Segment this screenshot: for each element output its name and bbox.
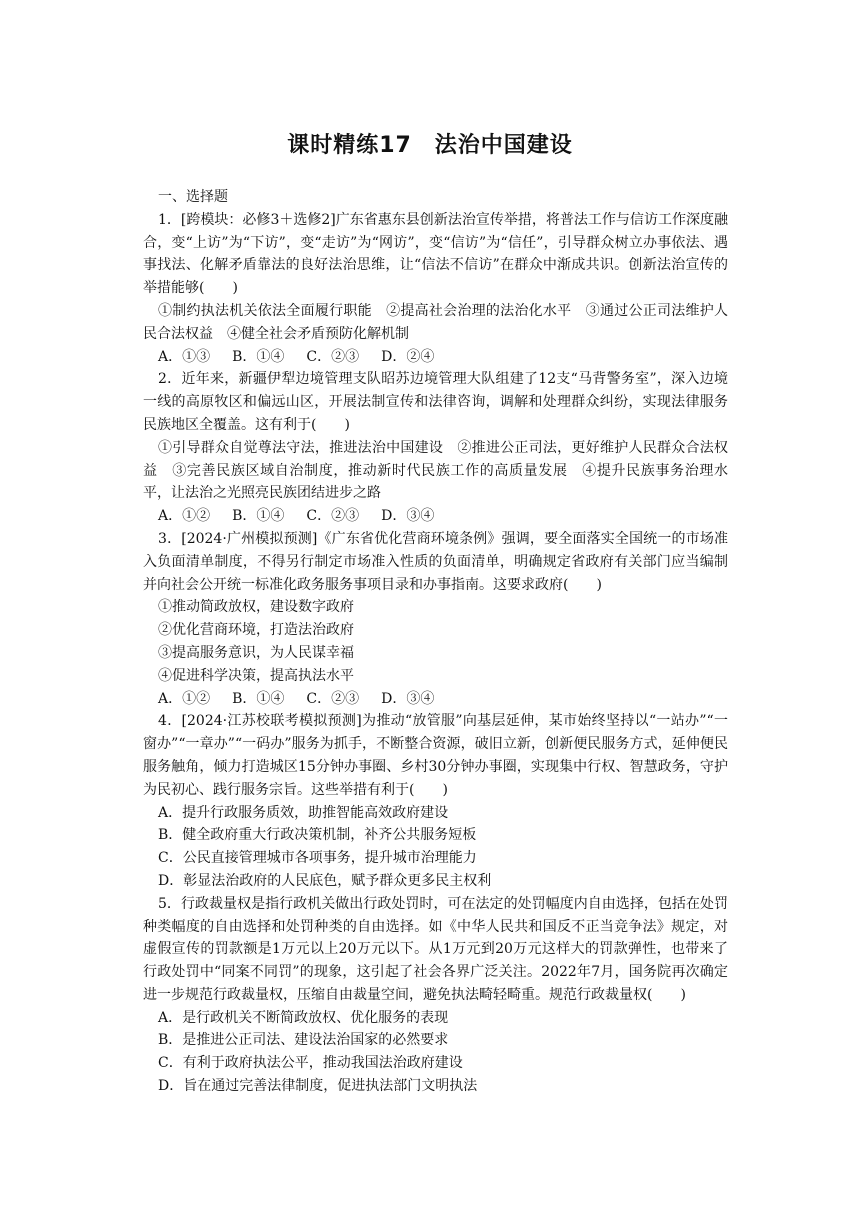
question-3-item-3: ③提高服务意识，为人民谋幸福 (158, 644, 354, 661)
question-3-item-1: ①推动简政放权，建设数字政府 (158, 599, 354, 616)
choice-a: A．①② (158, 690, 211, 707)
choice-a: A．①② (158, 508, 211, 525)
question-1-items: ①制约执法机关依法全面履行职能 ②提高社会治理的法治化水平 ③通过公正司法维护人民合法权益 ④健全社会矛盾预防化解机制 (143, 302, 728, 342)
choice-d: D．②④ (381, 348, 435, 365)
question-2-choices (143, 505, 728, 528)
question-1-choices (143, 346, 728, 369)
section-heading: 一、选择题 (158, 189, 228, 205)
choice-d: D．③④ (381, 690, 435, 707)
question-2-stem: 2．近年来，新疆伊犁边境管理支队昭苏边境管理大队组建了12支“马背警务室”，深入边境一线的高原牧区和偏远山区，开展法制宣传和法律咨询，调解和处理群众纠纷，实现法律服务民族地区全覆盖。这有利于( ) (143, 371, 728, 433)
question-4-option-b: B．健全政府重大行政决策机制，补齐公共服务短板 (158, 827, 477, 844)
question-4-stem: 4．[2024·江苏校联考模拟预测]为推动“放管服”向基层延伸，某市始终坚持以“一站办”“一窗办”“一章办”“一码办”服务为抓手，不断整合资源，破旧立新，创新便民服务方式，延伸便民服务触角，倾力打造城区15分钟办事圈、乡村30分钟办事圈，实现集中行权、智慧政务，守护为民初心、践行服务宗旨。这些举措有利于( ) (143, 713, 728, 798)
choice-b: B．①④ (232, 690, 285, 707)
question-1-stem: 1．[跨模块：必修3＋选修2]广东省惠东县创新法治宣传举措，将普法工作与信访工作深度融合，变“上访”为“下访”，变“走访”为“网访”，变“信访”为“信任”，引导群众树立办事依法、遇事找法、化解矛盾靠法的良好法治思维，让“信法不信访”在群众中渐成共识。创新法治宣传的举措能够( ) (143, 211, 728, 297)
page-title: 课时精练17 法治中国建设 (287, 133, 573, 158)
question-4-option-c: C．公民直接管理城市各项事务，提升城市治理能力 (158, 850, 477, 867)
question-5-option-c: C．有利于政府执法公平，推动我国法治政府建设 (158, 1055, 463, 1072)
choice-d: D．③④ (381, 508, 435, 525)
question-3-stem: 3．[2024·广州模拟预测]《广东省优化营商环境条例》强调，要全面落实全国统一的市场准入负面清单制度，不得另行制定市场准入性质的负面清单，明确规定省政府有关部门应当编制并向社会公开统一标准化政务服务事项目录和办事指南。这要求政府( ) (143, 530, 728, 593)
choice-c: C．②③ (306, 348, 360, 365)
choice-c: C．②③ (306, 690, 360, 707)
question-5-option-d: D．旨在通过完善法律制度，促进执法部门文明执法 (158, 1078, 478, 1095)
question-4-option-a: A．提升行政服务质效，助推智能高效政府建设 (158, 804, 449, 821)
question-3-item-2: ②优化营商环境，打造法治政府 (158, 622, 354, 639)
question-4-option-d: D．彰显法治政府的人民底色，赋予群众更多民主权利 (158, 872, 492, 889)
question-2-items: ①引导群众自觉尊法守法，推进法治中国建设 ②推进公正司法，更好维护人民群众合法权益 ③完善民族区域自治制度，推动新时代民族工作的高质量发展 ④提升民族事务治理水平，让法治之光照亮民族团结进步之路 (143, 439, 728, 502)
question-5-stem: 5．行政裁量权是指行政机关做出行政处罚时，可在法定的处罚幅度内自由选择，包括在处罚种类幅度的自由选择和处罚种类的自由选择。如《中华人民共和国反不正当竞争法》规定，对虚假宣传的罚款额是1万元以上20万元以下。从1万元到20万元这样大的罚款弹性，也带来了行政处罚中“同案不同罚”的现象，这引起了社会各界广泛关注。2022年7月，国务院再次确定进一步规范行政裁量权，压缩自由裁量空间，避免执法畸轻畸重。规范行政裁量权( ) (143, 895, 728, 1003)
choice-b: B．①④ (232, 508, 285, 525)
question-5-option-b: B．是推进公正司法、建设法治国家的必然要求 (158, 1032, 449, 1049)
question-3-item-4: ④促进科学决策，提高执法水平 (158, 667, 354, 684)
question-5-option-a: A．是行政机关不断简政放权、优化服务的表现 (158, 1009, 449, 1026)
choice-c: C．②③ (306, 508, 360, 525)
choice-a: A．①③ (158, 348, 211, 365)
question-3-choices (143, 688, 728, 711)
choice-b: B．①④ (232, 348, 285, 365)
document-body (143, 186, 728, 1098)
